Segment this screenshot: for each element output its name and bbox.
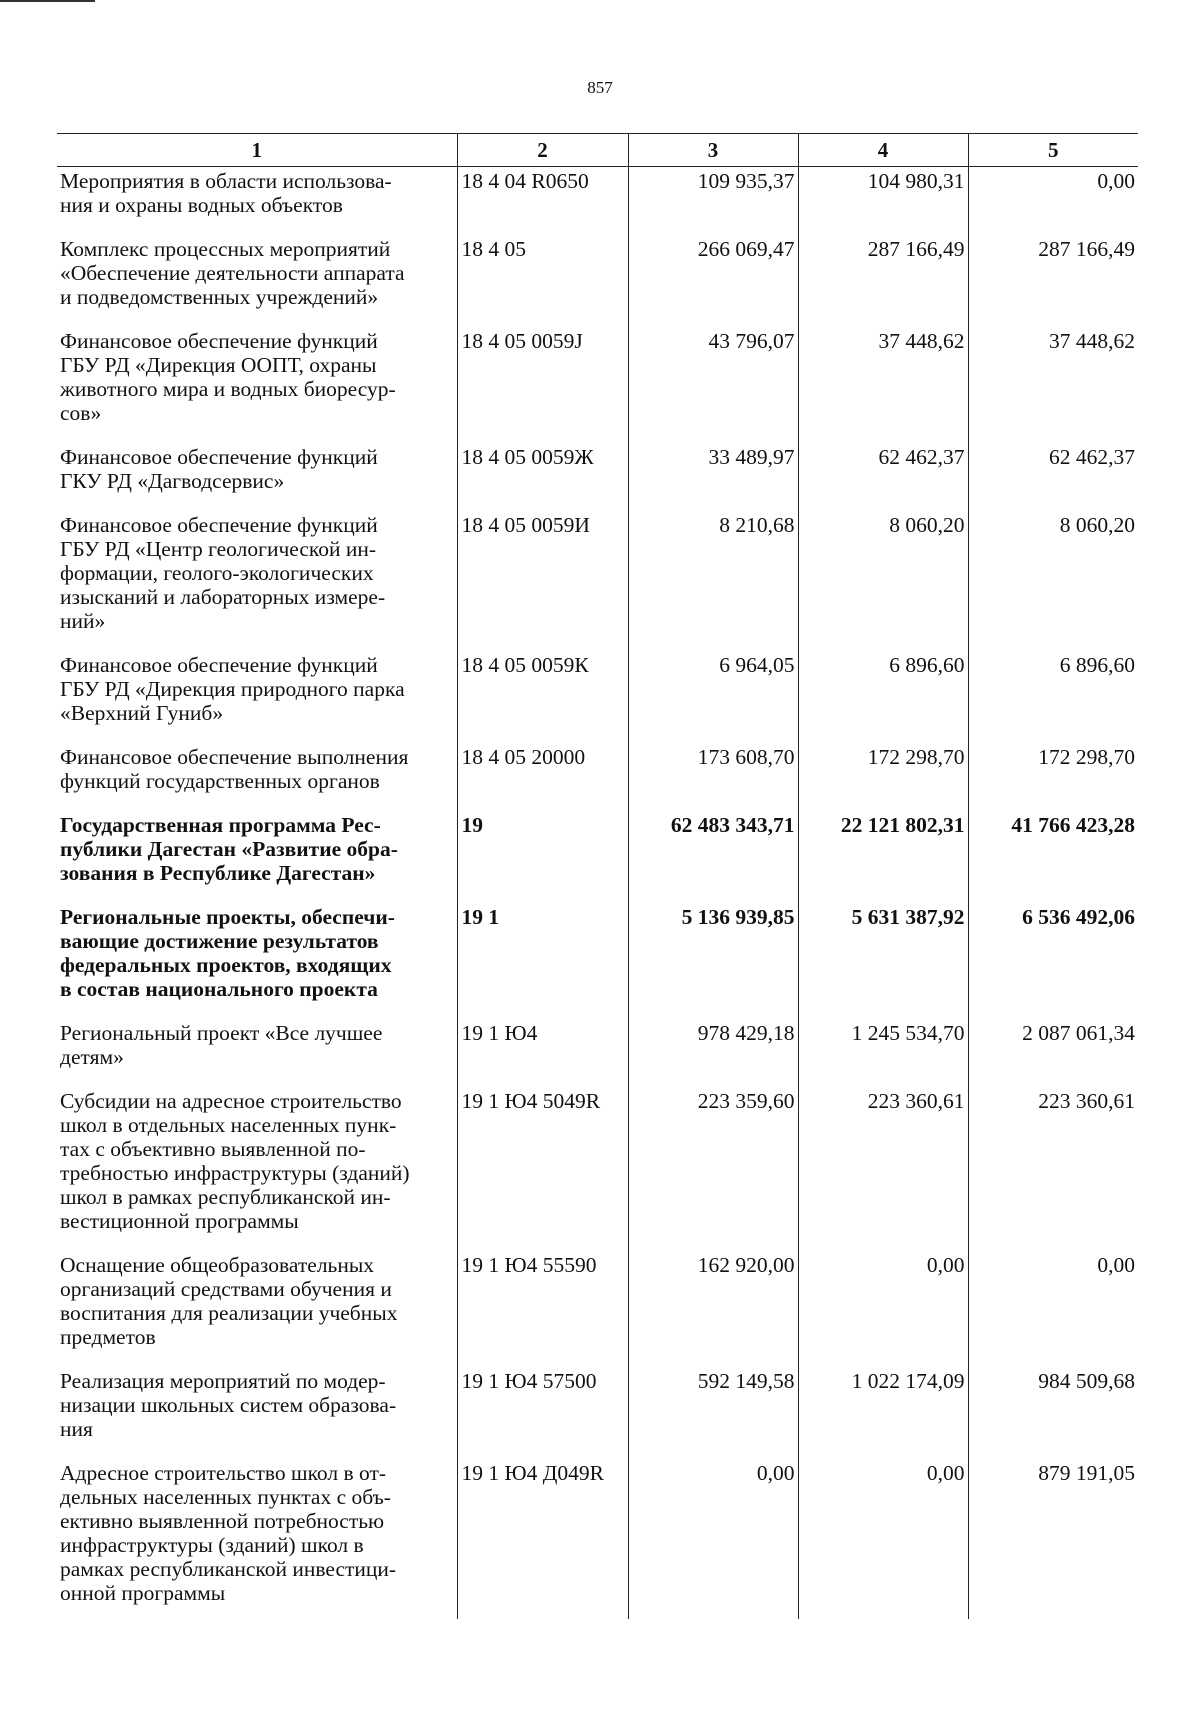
row-value-col4: 287 166,49	[798, 235, 968, 327]
row-value-col5: 984 509,68	[968, 1367, 1138, 1459]
row-value-col4: 1 022 174,09	[798, 1367, 968, 1459]
row-code-cell: 18 4 04 R0650	[457, 167, 628, 236]
header-col-4: 4	[798, 134, 968, 167]
row-value-col5: 0,00	[968, 167, 1138, 236]
row-name-cell: Адресное строительство школ в от- дельных населенных пунктах с объ- ективно выявленной потребностью инфраструктуры (зданий) школ в рамках республиканской инвестици- онной программы	[60, 1461, 397, 1605]
row-value-col4: 62 462,37	[798, 443, 968, 511]
row-value-col4: 22 121 802,31	[798, 811, 968, 903]
row-value-col5: 6 536 492,06	[968, 903, 1138, 1019]
row-value-col3: 978 429,18	[628, 1019, 798, 1087]
table-row	[57, 1459, 1138, 1619]
scan-edge-rule	[0, 0, 95, 2]
row-code-cell: 19 1 Ю4 5049R	[457, 1087, 628, 1251]
header-col-5: 5	[968, 134, 1138, 167]
row-code-cell: 18 4 05 0059J	[457, 327, 628, 443]
table-row	[57, 443, 1138, 511]
header-col-3: 3	[628, 134, 798, 167]
row-value-col4: 0,00	[798, 1459, 968, 1619]
row-code-cell: 18 4 05 0059И	[457, 511, 628, 651]
table-header	[57, 134, 1138, 167]
row-value-col3: 223 359,60	[628, 1087, 798, 1251]
row-code-cell: 19 1 Ю4	[457, 1019, 628, 1087]
row-value-col3: 43 796,07	[628, 327, 798, 443]
row-code-cell: 19 1 Ю4 55590	[457, 1251, 628, 1367]
row-code-cell: 18 4 05 0059К	[457, 651, 628, 743]
table-row	[57, 651, 1138, 743]
table-row	[57, 1087, 1138, 1251]
page-number: 857	[587, 78, 613, 97]
table-row	[57, 1019, 1138, 1087]
row-name-cell: Региональные проекты, обеспечи- вающие достижение результатов федеральных проектов, входящих в состав национального проекта	[60, 905, 395, 1001]
row-value-col4: 5 631 387,92	[798, 903, 968, 1019]
row-value-col5: 0,00	[968, 1251, 1138, 1367]
row-value-col3: 6 964,05	[628, 651, 798, 743]
header-col-1: 1	[57, 134, 457, 167]
row-name-cell: Субсидии на адресное строительство школ в отдельных населенных пунк- тах с объективно выявленной по- требностью инфраструктуры (зданий) школ в рамках республиканской ин- вестиционной программы	[60, 1089, 410, 1233]
row-value-col3: 162 920,00	[628, 1251, 798, 1367]
row-code-cell: 18 4 05 0059Ж	[457, 443, 628, 511]
budget-table	[57, 133, 1138, 1619]
row-value-col4: 104 980,31	[798, 167, 968, 236]
row-name-cell: Финансовое обеспечение функций ГКУ РД «Дагводсервис»	[60, 445, 378, 493]
row-value-col5: 223 360,61	[968, 1087, 1138, 1251]
row-value-col5: 172 298,70	[968, 743, 1138, 811]
table-row	[57, 903, 1138, 1019]
row-value-col3: 62 483 343,71	[628, 811, 798, 903]
row-value-col5: 37 448,62	[968, 327, 1138, 443]
row-value-col5: 2 087 061,34	[968, 1019, 1138, 1087]
row-code-cell: 18 4 05 20000	[457, 743, 628, 811]
table-row	[57, 743, 1138, 811]
row-value-col3: 5 136 939,85	[628, 903, 798, 1019]
row-name-cell: Комплекс процессных мероприятий «Обеспечение деятельности аппарата и подведомственных учреждений»	[60, 237, 405, 309]
row-code-cell: 19	[457, 811, 628, 903]
row-name-cell: Финансовое обеспечение функций ГБУ РД «Дирекция ООПТ, охраны животного мира и водных биоресур- сов»	[60, 329, 396, 425]
row-name-cell: Государственная программа Рес- публики Дагестан «Развитие обра- зования в Республике Дагестан»	[60, 813, 398, 885]
row-name-cell: Мероприятия в области использова- ния и охраны водных объектов	[60, 169, 392, 217]
row-name-cell: Региональный проект «Все лучшее детям»	[60, 1021, 383, 1069]
row-value-col5: 41 766 423,28	[968, 811, 1138, 903]
row-value-col4: 1 245 534,70	[798, 1019, 968, 1087]
row-value-col3: 173 608,70	[628, 743, 798, 811]
row-value-col4: 8 060,20	[798, 511, 968, 651]
row-name-cell: Реализация мероприятий по модер- низации школьных систем образова- ния	[60, 1369, 397, 1441]
header-col-2: 2	[457, 134, 628, 167]
row-value-col4: 172 298,70	[798, 743, 968, 811]
header-row	[57, 134, 1138, 167]
row-value-col5: 287 166,49	[968, 235, 1138, 327]
row-code-cell: 19 1 Ю4 57500	[457, 1367, 628, 1459]
row-value-col4: 0,00	[798, 1251, 968, 1367]
row-value-col3: 0,00	[628, 1459, 798, 1619]
table-row	[57, 1367, 1138, 1459]
table-row	[57, 235, 1138, 327]
row-name-cell: Финансовое обеспечение функций ГБУ РД «Дирекция природного парка «Верхний Гуниб»	[60, 653, 405, 725]
table-row	[57, 811, 1138, 903]
row-value-col4: 6 896,60	[798, 651, 968, 743]
table-row	[57, 327, 1138, 443]
row-value-col4: 37 448,62	[798, 327, 968, 443]
row-code-cell: 19 1	[457, 903, 628, 1019]
row-value-col3: 33 489,97	[628, 443, 798, 511]
table-row	[57, 511, 1138, 651]
row-code-cell: 18 4 05	[457, 235, 628, 327]
row-value-col3: 8 210,68	[628, 511, 798, 651]
row-name-cell: Финансовое обеспечение функций ГБУ РД «Центр геологической ин- формации, геолого-экологических изысканий и лабораторных измере- ний»	[60, 513, 386, 633]
row-value-col3: 266 069,47	[628, 235, 798, 327]
row-value-col4: 223 360,61	[798, 1087, 968, 1251]
row-name-cell: Финансовое обеспечение выполнения функций государственных органов	[60, 745, 409, 793]
row-value-col5: 6 896,60	[968, 651, 1138, 743]
row-code-cell: 19 1 Ю4 Д049R	[457, 1459, 628, 1619]
row-value-col5: 8 060,20	[968, 511, 1138, 651]
row-value-col5: 879 191,05	[968, 1459, 1138, 1619]
table-row	[57, 167, 1138, 236]
table-body	[57, 167, 1138, 1620]
row-value-col5: 62 462,37	[968, 443, 1138, 511]
row-value-col3: 592 149,58	[628, 1367, 798, 1459]
table-row	[57, 1251, 1138, 1367]
row-value-col3: 109 935,37	[628, 167, 798, 236]
row-name-cell: Оснащение общеобразовательных организаций средствами обучения и воспитания для реализации учебных предметов	[60, 1253, 398, 1349]
